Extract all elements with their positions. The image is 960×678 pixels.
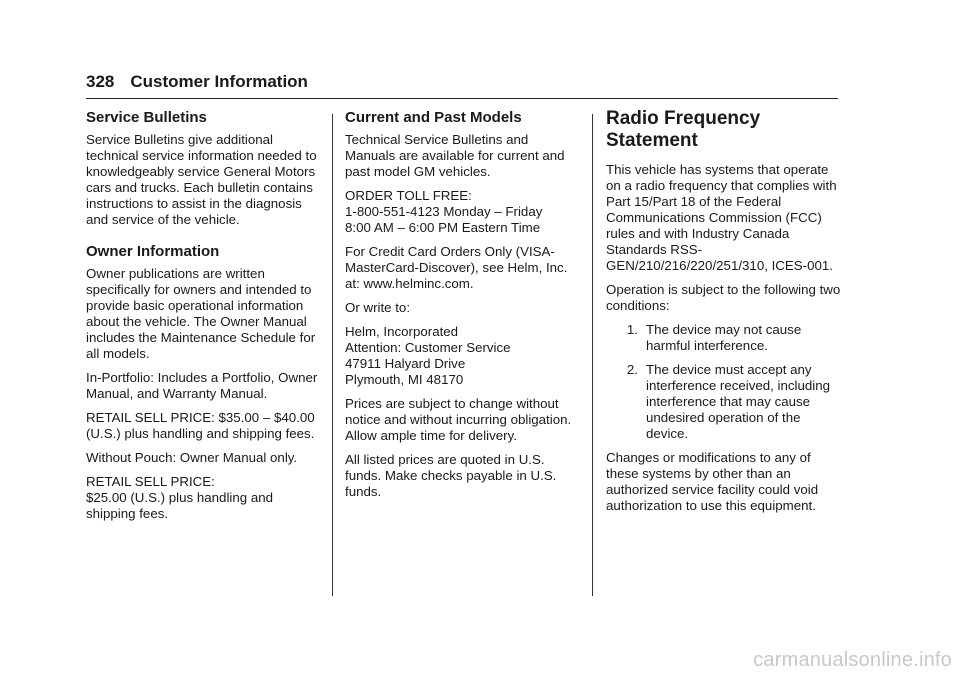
column-middle — [345, 108, 581, 508]
heading-line: Statement — [606, 130, 698, 151]
owner-information-heading: Owner Information — [86, 243, 220, 260]
current-past-models-heading: Current and Past Models — [345, 109, 522, 126]
list-item — [606, 322, 842, 354]
radio-frequency-heading — [606, 108, 842, 152]
order-line: ORDER TOLL FREE: — [345, 188, 472, 203]
models-paragraph: Technical Service Bulletins and Manuals are available for current and past model GM vehicles. — [345, 132, 565, 179]
retail-price-label: RETAIL SELL PRICE: — [86, 474, 215, 489]
modifications-paragraph: Changes or modifications to any of these systems by other than an authorized service facility could void authorization to use this equipment. — [606, 450, 819, 513]
heading-line: Radio Frequency — [606, 108, 761, 129]
order-line: 8:00 AM – 6:00 PM Eastern Time — [345, 220, 541, 235]
list-text: The device may not cause harmful interference. — [646, 322, 802, 353]
service-bulletins-heading: Service Bulletins — [86, 109, 207, 126]
without-pouch-paragraph: Without Pouch: Owner Manual only. — [86, 450, 298, 465]
address-line: Attention: Customer Service — [345, 340, 511, 355]
page-number: 328 — [86, 72, 115, 91]
service-bulletins-text: Service Bulletins give additional technical service information needed to knowledgeably service General Motors cars and trucks. Each bulletin contains instructions to assist in the diagnosis and service of the vehicle. — [86, 132, 317, 227]
column-right — [606, 108, 842, 522]
page-title: Customer Information — [130, 72, 308, 91]
retail-price-paragraph-2 — [86, 474, 322, 522]
prices-change-paragraph: Prices are subject to change without notice and without incurring obligation. Allow ample time for delivery. — [345, 396, 572, 443]
address-line: Helm, Incorporated — [345, 324, 459, 339]
fcc-paragraph: This vehicle has systems that operate on a radio frequency that complies with Part 15/Part 18 of the Federal Communications Commission (FCC) rules and with Industry Canada Standards RSS-GEN/210/216/220/251/310, ICES-001. — [606, 162, 837, 273]
list-text: The device must accept any interference received, including interference that may cause undesired operation of the device. — [646, 362, 831, 441]
order-toll-free — [345, 188, 581, 236]
owner-info-paragraph: Owner publications are written specifically for owners and intended to provide basic operational information about the vehicle. The Owner Manual includes the Maintenance Schedule for all models. — [86, 266, 316, 361]
column-left — [86, 108, 322, 530]
list-item — [606, 362, 842, 442]
in-portfolio-paragraph: In-Portfolio: Includes a Portfolio, Owner Manual, and Warranty Manual. — [86, 370, 318, 401]
list-number: 2. — [626, 362, 638, 377]
conditions-paragraph: Operation is subject to the following two conditions: — [606, 282, 841, 313]
column-divider-left — [332, 114, 333, 596]
us-funds-paragraph: All listed prices are quoted in U.S. funds. Make checks payable in U.S. funds. — [345, 452, 557, 499]
retail-price-value: $25.00 (U.S.) plus handling and shipping fees. — [86, 490, 274, 521]
address-line: Plymouth, MI 48170 — [345, 372, 464, 387]
mailing-address — [345, 324, 581, 388]
credit-card-paragraph: For Credit Card Orders Only (VISA-MasterCard-Discover), see Helm, Inc. at: www.helminc.com. — [345, 244, 568, 291]
list-number: 1. — [626, 322, 638, 337]
conditions-list — [606, 322, 842, 442]
write-to-paragraph: Or write to: — [345, 300, 411, 315]
page-header — [86, 70, 838, 99]
retail-price-paragraph: RETAIL SELL PRICE: $35.00 – $40.00 (U.S.) plus handling and shipping fees. — [86, 410, 315, 441]
watermark: carmanualsonline.info — [753, 649, 952, 671]
address-line: 47911 Halyard Drive — [345, 356, 466, 371]
column-divider-right — [592, 114, 593, 596]
order-line: 1-800-551-4123 Monday – Friday — [345, 204, 543, 219]
